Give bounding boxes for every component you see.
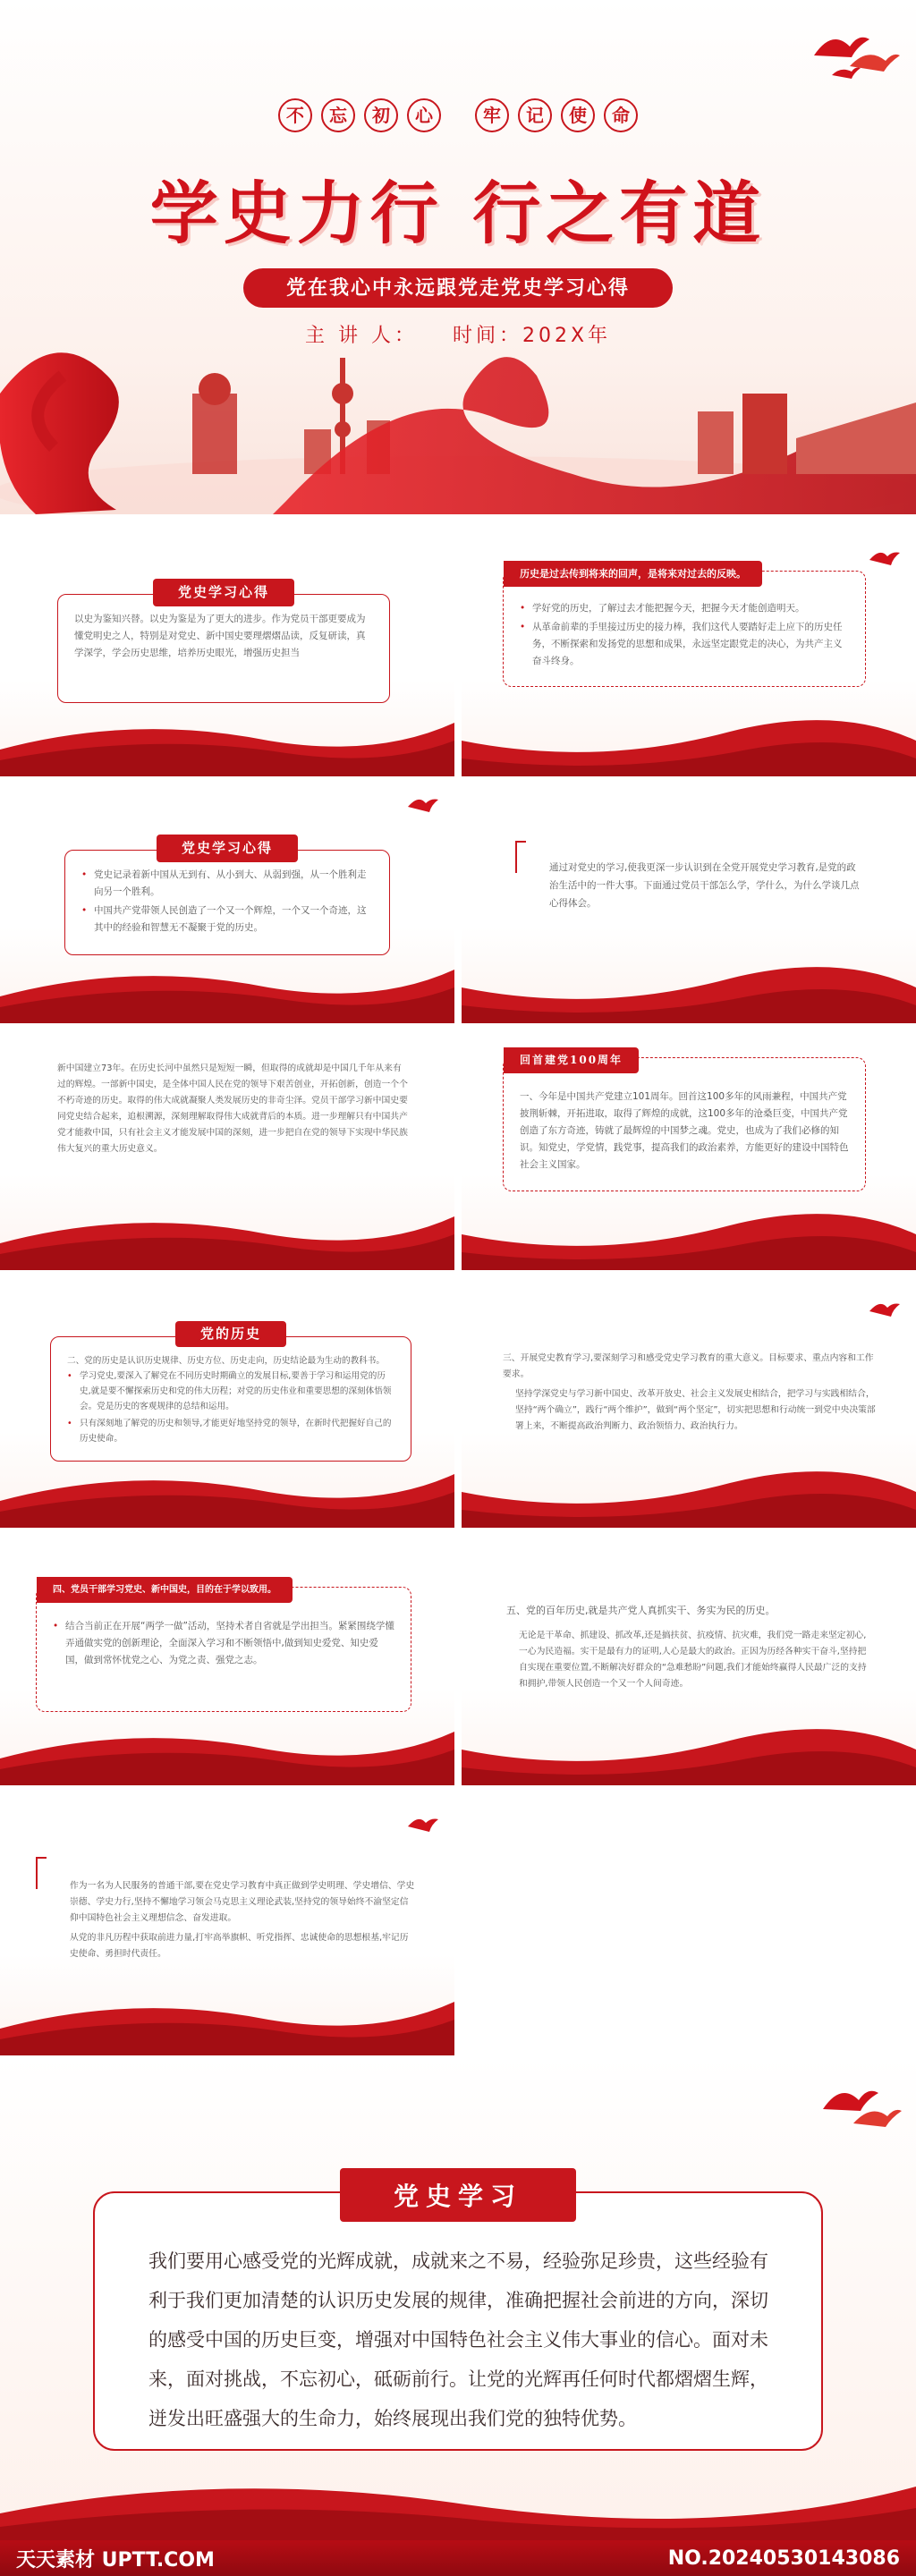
slide-row-6 — [0, 1803, 916, 2055]
flying-pigeon-icon — [406, 1812, 442, 1837]
intro-text: 三、开展党史教育学习,要深刻学习和感受党史学习教育的重大意义。目标要求、重点内容和工作要求。 — [503, 1353, 874, 1379]
tagline-char: 初 — [364, 98, 398, 132]
tagline-char: 忘 — [321, 98, 355, 132]
card-heading: 党史学习心得 — [153, 579, 294, 606]
red-ribbon-decoration — [0, 1456, 454, 1528]
accent-bracket — [36, 1857, 47, 1889]
red-ribbon-decoration — [462, 952, 916, 1023]
tagline-char: 牢 — [475, 98, 509, 132]
tagline-char: 心 — [407, 98, 441, 132]
red-ribbon-decoration — [0, 1984, 454, 2055]
slide-study-notes-2 — [0, 784, 454, 1023]
party-history-card — [50, 1326, 411, 1462]
bullet-list — [503, 1386, 878, 1435]
red-ribbon-decoration — [462, 705, 916, 776]
card-intro-text: 二、党的历史是认识历史规律、历史方位、历史走向，历史结论最为生动的教科书。 — [67, 1356, 385, 1366]
tagline-char: 使 — [561, 98, 595, 132]
flying-pigeon-icon — [868, 1297, 903, 1322]
list-item: • 结合当前正在开展“两学一做”活动，坚持术者自省就是学出担当。紧紧围绕学懂弄通做实党的创新理论，全面深入学习和不断领悟中,做到知史爱党、知史爱国，做到常怀忧党之心、为党之责、强党之志。 — [53, 1618, 394, 1669]
red-ribbon-decoration — [0, 1199, 454, 1270]
centenary-card — [503, 1054, 866, 1191]
closing-body-text: 我们要用心感受党的光辉成就，成就来之不易，经验弥足珍贵，这些经验有利于我们更加清楚的认识历史发展的规律，准确把握社会前进的方向，深切的感受中国的历史巨变，增强对中国特色社会主义伟大事业的信心。面对未来，面对挑战，不忘初心，砥砺前行。让党的光辉再任何时代都熠熠生辉，迸发出旺盛强大的生命力，始终展现出我们党的独特优势。 — [148, 2250, 768, 2429]
centennial-practice-text — [506, 1603, 869, 1692]
apply-learning-card — [36, 1587, 411, 1712]
slide-study-notes — [0, 537, 454, 776]
list-item: • 只有深刻地了解党的历史和领导,才能更好地坚持党的领导，在新时代把握好自己的历史使命。 — [67, 1416, 394, 1446]
list-item: 从党的非凡历程中获取前进力量,打牢高举旗帜、听党指挥、忠诚使命的思想根基,牢记历史使命、勇担时代责任。 — [70, 1933, 409, 1959]
slide-row-4 — [0, 1288, 916, 1528]
watermark-number: NO.20240530143086 — [667, 2546, 900, 2570]
flying-pigeon-icon — [868, 546, 903, 571]
red-ribbon-decoration — [0, 2451, 916, 2540]
bullet-list — [506, 1628, 869, 1692]
flying-pigeon-icon — [406, 792, 442, 818]
body-text: 新中国建立73年。在历史长河中虽然只是短短一瞬，但取得的成就却是中国几千年从来有过的辉煌。一部新中国史，是全体中国人民在党的领导下艰苦创业，开拓创新，创造一个个不朽奇迹的历史。取得的伟大成就凝聚人类发展历史的非奇尘泽。党员干部学习新中国史要同党史结合起来，追根溯源，深刻理解取得伟大成就背后的本质。进一步理解只有中国共产党才能救中国，只有社会主义才能发展中国的深刻，进一步把自在党的领导下实现中华民族伟大复兴的重大历史意义。 — [57, 1063, 408, 1154]
red-ribbon-decoration — [462, 1456, 916, 1528]
closing-title: 党史学习 — [340, 2168, 576, 2222]
card-heading: 党史学习心得 — [157, 835, 298, 862]
list-item: 无论是干革命、抓建设、抓改革,还是搞扶贫、抗疫情、抗灾难，我们党一路走来坚定初心,一心为民造福。实干是最有力的证明,人心是最大的政治。正因为历经各种实干奋斗,坚持把自实现在重要位置,不断解决好群众的“急难愁盼”问题,我们才能始终赢得人民最广泛的支持和拥护,带领人民创造一个又一个人间奇迹。 — [519, 1631, 867, 1689]
main-title: 学史力行 行之有道 — [149, 174, 767, 253]
card-heading: 党的历史 — [175, 1321, 286, 1347]
red-ribbon-decoration — [0, 1714, 454, 1785]
presenter-label: 主 讲 人： — [304, 325, 418, 347]
list-item: • 党史记录着新中国从无到有、从小到大、从弱到强，从一个胜利走向另一个胜利。 — [81, 867, 373, 901]
slide-education-campaign — [462, 1288, 916, 1528]
list-item: • 中国共产党带领人民创造了一个又一个辉煌，一个又一个奇迹，这其中的经验和智慧无不凝聚于党的历史。 — [81, 902, 373, 936]
slide-new-china-history — [0, 1030, 454, 1270]
slide-grassroots-cadre — [0, 1803, 454, 2055]
slide-apply-learning — [0, 1546, 454, 1785]
slide-party-history — [0, 1288, 454, 1528]
red-ribbon-decoration — [0, 952, 454, 1023]
study-notes-card — [57, 584, 390, 703]
list-item: • 从革命前辈的手里接过历史的接力棒，我们这代人要踏好走上应下的历史任务，不断探索和发扬党的思想和成果，永远坚定跟党走的决心，为共产主义奋斗终身。 — [520, 619, 849, 670]
card-heading: 四、党员干部学习党史、新中国史，目的在于学以致用。 — [37, 1577, 293, 1603]
cover-slide — [0, 0, 916, 514]
tagline-char: 不 — [278, 98, 312, 132]
tagline — [0, 98, 916, 132]
bullet-list — [53, 1618, 394, 1669]
card-body-text: 一、今年是中国共产党建立101周年。回首这100多年的风雨兼程，中国共产党披荆斩棘，开拓进取，取得了辉煌的成就，这100多年的沧桑巨变，中国共产党创造了东方奇迹，铸就了最辉煌的中国梦之魂。党史，也成为了我们必修的知识。知党史，学党情，践党事，提高我们的政治素养，方能更好的建设中国特色社会主义国家。 — [520, 1091, 849, 1170]
slide-centennial-practice — [462, 1546, 916, 1785]
slide-row-3 — [0, 1030, 916, 1270]
watermark-site: 天天素材 UPTT.COM — [16, 2548, 215, 2572]
body-text: 通过对党史的学习,使我更深一步认识到在全党开展党史学习教育,是党的政治生活中的一件大事。下面通过党员干部怎么学，学什么，为什么学谈几点心得体会。 — [549, 862, 860, 909]
intro-text: 五、党的百年历史,就是共产党人真抓实干、务实为民的历史。 — [506, 1605, 776, 1616]
tagline-never-forget — [278, 98, 441, 132]
red-ribbon-decoration — [0, 705, 454, 776]
tagline-char: 记 — [518, 98, 552, 132]
flying-pigeons-icon — [805, 20, 903, 91]
subtitle-banner: 党在我心中永远跟党走党史学习心得 — [243, 268, 673, 308]
study-notes-card — [64, 840, 390, 955]
list-item: • 学习党史,要深入了解党在不同历史时期确立的发展目标,要善于学习和运用党的历史,就是要不懈探索历史和党的伟大历程；对党的历史伟业和重要思想的深刻体悟领会。党是历史的客观规律的总结和运用。 — [67, 1368, 394, 1414]
tagline-keep-mission — [475, 98, 638, 132]
slide-study-purpose — [462, 784, 916, 1023]
tagline-char: 命 — [604, 98, 638, 132]
bullet-list — [67, 1368, 394, 1446]
city-skyline-ribbon-illustration — [0, 340, 916, 514]
list-item: 坚持学深党史与学习新中国史、改革开放史、社会主义发展史相结合，把学习与实践相结合，坚持“两个确立”，践行“两个维护”，做到“两个坚定”，切实把思想和行动统一到党中央决策部署上来，不断提高政治判断力、政治领悟力、政治执行力。 — [515, 1389, 876, 1431]
accent-bracket — [515, 841, 526, 873]
list-item: 作为一名为人民服务的普通干部,要在党史学习教育中真正做到学史明理、学史增信、学史崇德、学史力行,坚持不懈地学习领会马克思主义理论武装,坚持党的领导始终不渝坚定信仰中国特色社会主义理想信念、奋发进取。 — [70, 1881, 415, 1923]
bullet-list — [57, 1878, 415, 1962]
card-heading: 历史是过去传到将来的回声，是将来对过去的反映。 — [504, 561, 762, 587]
bullet-list — [520, 600, 849, 670]
flying-pigeons-icon — [814, 2073, 903, 2145]
bullet-list — [81, 867, 373, 936]
list-item: • 学好党的历史，了解过去才能把握今天，把握今天才能创造明天。 — [520, 600, 849, 617]
slide-row-2 — [0, 784, 916, 1023]
slide-row-5 — [0, 1546, 916, 1785]
closing-slide — [0, 2055, 916, 2576]
watermark-bar — [0, 2540, 916, 2576]
card-heading: 回首建党100周年 — [504, 1047, 639, 1073]
education-campaign-text — [503, 1351, 878, 1435]
time-label: 时间：202X年 — [452, 325, 612, 347]
slide-history-echo — [462, 537, 916, 776]
slide-row-1 — [0, 537, 916, 776]
red-ribbon-decoration — [462, 1714, 916, 1785]
closing-card — [93, 2182, 823, 2451]
history-echo-card — [503, 568, 866, 687]
slide-centenary — [462, 1030, 916, 1270]
red-ribbon-decoration — [462, 1199, 916, 1270]
card-body-text: 以史为鉴知兴替。以史为鉴是为了更大的进步。作为党员干部更要成为懂党明史之人，特别是对党史、新中国史要理熠熠品读，反复研读，真学深学，学会历史思维，培养历史眼光，增强历史担当 — [74, 614, 366, 658]
